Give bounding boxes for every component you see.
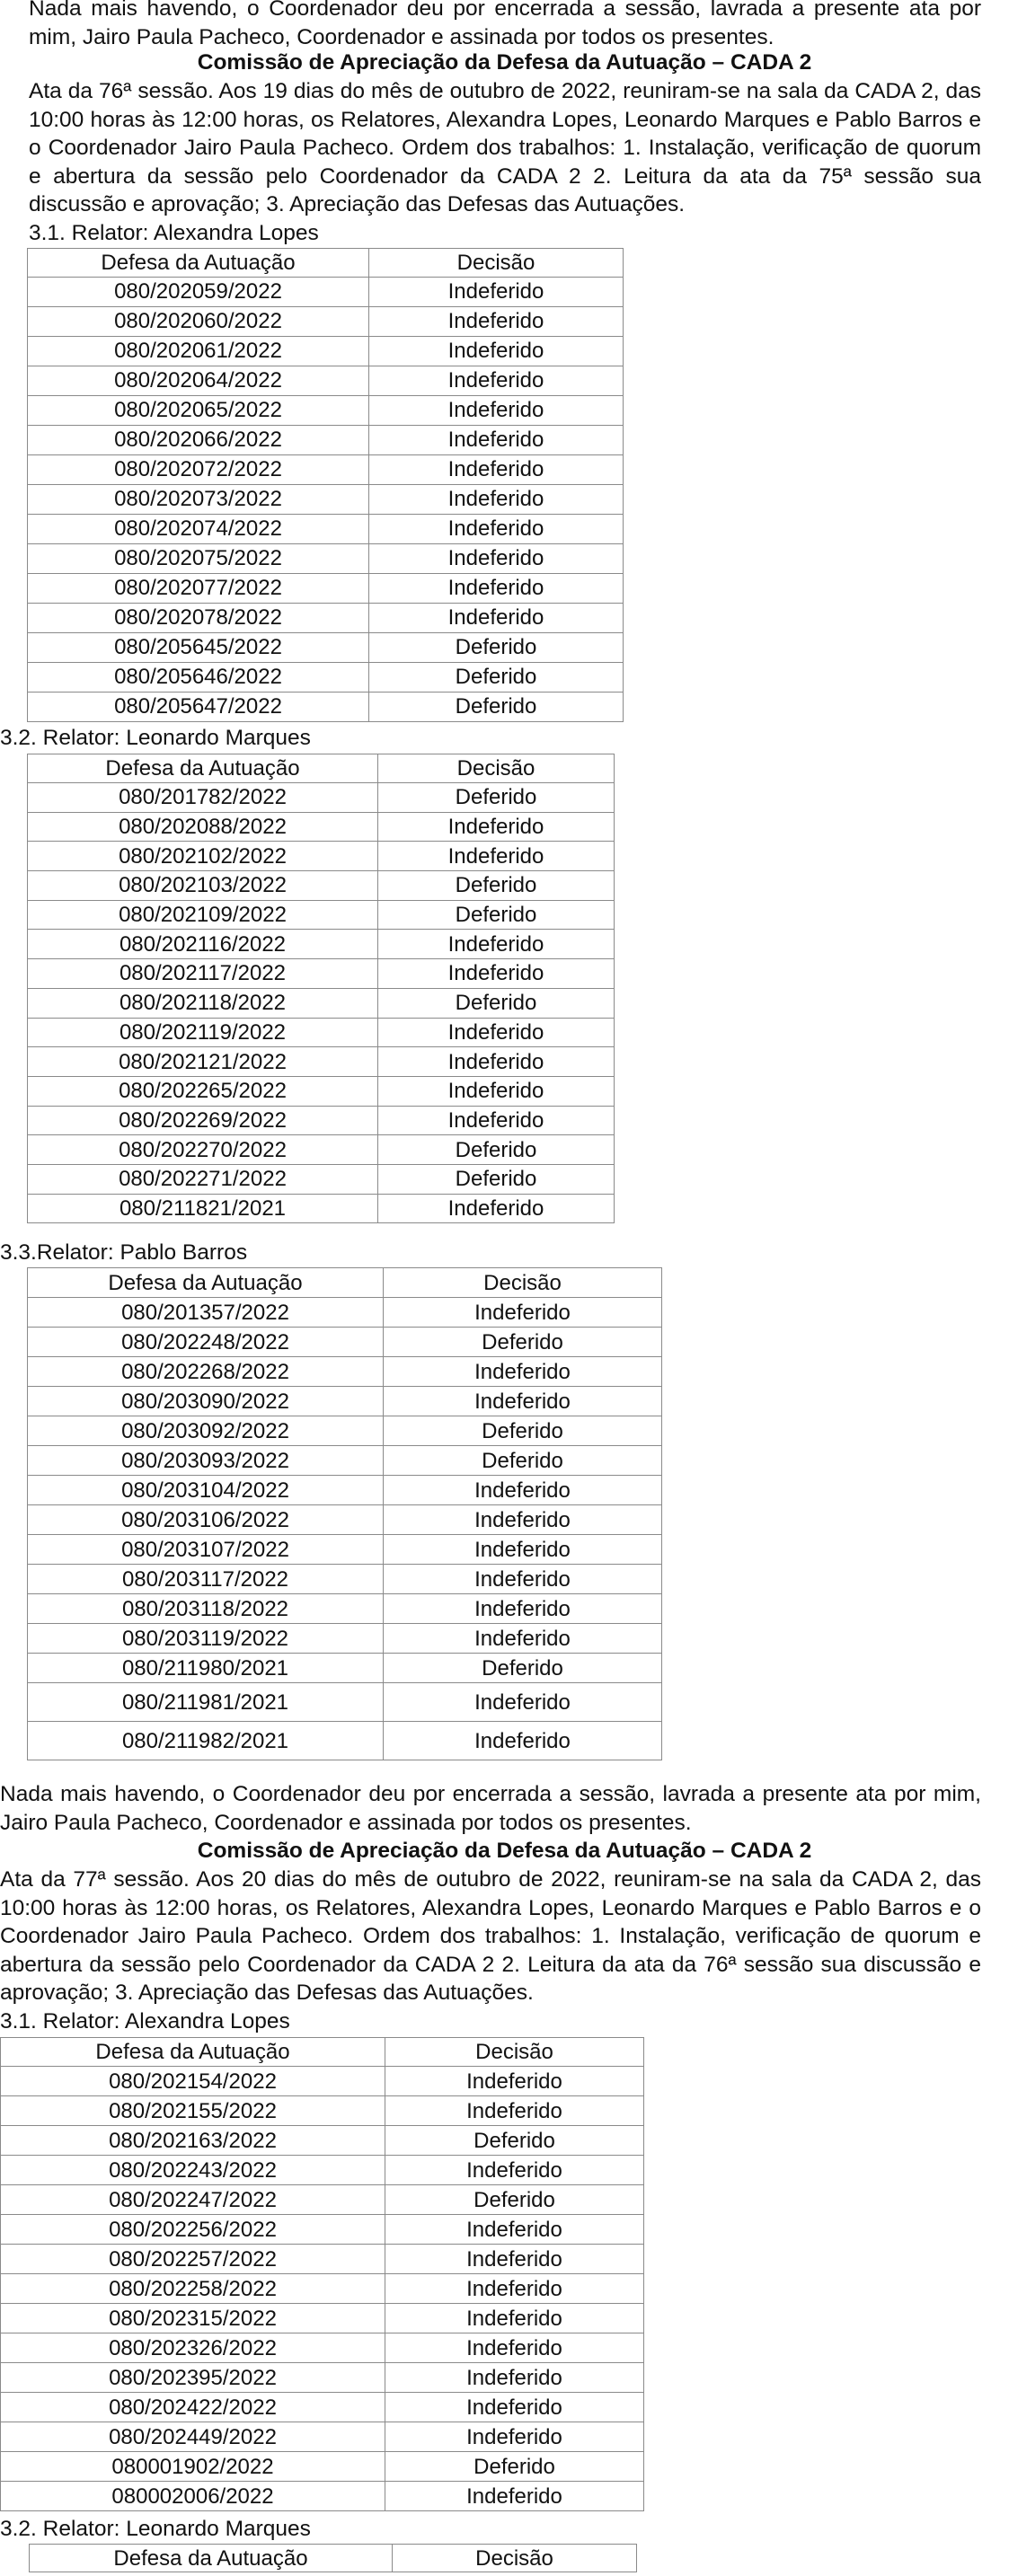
table-row	[28, 900, 615, 930]
defesa-cell: 080/202117/2022	[28, 959, 378, 989]
decisao-cell: Indeferido	[378, 842, 615, 871]
table-row	[28, 988, 615, 1018]
table-row	[28, 1416, 662, 1446]
decisao-cell: Indeferido	[385, 2245, 644, 2274]
table-row	[1, 2274, 644, 2304]
defesa-cell: 080/202257/2022	[1, 2245, 385, 2274]
decisao-cell: Indeferido	[384, 1476, 662, 1505]
defesa-cell: 080/202060/2022	[28, 306, 369, 336]
table-row	[28, 783, 615, 813]
closing-paragraph-middle: Nada mais havendo, o Coordenador deu por encerrada a sessão, lavrada a presente ata por mim, Jairo Paula Pacheco, Coordenador e assinada por todos os presentes.	[0, 1782, 981, 1835]
table-header-row	[28, 249, 624, 278]
decisao-cell: Indeferido	[385, 2156, 644, 2185]
defesa-cell: 080/205647/2022	[28, 692, 369, 721]
defesa-cell: 080/203106/2022	[28, 1505, 384, 1535]
defesa-cell: 080/202061/2022	[28, 336, 369, 366]
defesa-cell: 080/202066/2022	[28, 425, 369, 454]
defesa-cell: 080001902/2022	[1, 2452, 385, 2482]
decisao-cell: Indeferido	[384, 1624, 662, 1654]
column-header-decisao: Decisão	[384, 1268, 662, 1298]
table-77-alexandra	[0, 2037, 644, 2511]
relator-heading-leonardo-76: 3.2. Relator: Leonardo Marques	[0, 726, 311, 750]
session-title-76: Comissão de Apreciação da Defesa da Autuação – CADA 2	[197, 50, 812, 75]
decisao-cell: Indeferido	[369, 366, 624, 395]
table-row	[28, 277, 624, 306]
decisao-cell: Deferido	[378, 871, 615, 901]
table-row	[28, 1164, 615, 1194]
decisao-cell: Indeferido	[369, 514, 624, 543]
relator-heading-alexandra-76: 3.1. Relator: Alexandra Lopes	[29, 221, 319, 245]
decisao-cell: Indeferido	[385, 2067, 644, 2096]
table-row	[28, 812, 615, 842]
table-row	[28, 1446, 662, 1476]
defesa-cell: 080/202119/2022	[28, 1018, 378, 1047]
table-row	[28, 454, 624, 484]
decisao-cell: Indeferido	[385, 2482, 644, 2511]
decisao-cell: Deferido	[384, 1654, 662, 1683]
table-row	[28, 1535, 662, 1565]
defesa-cell: 080/202270/2022	[28, 1135, 378, 1165]
defesa-cell: 080/202109/2022	[28, 900, 378, 930]
table-row	[1, 2363, 644, 2393]
decisao-cell: Indeferido	[385, 2304, 644, 2333]
decisao-cell: Deferido	[385, 2452, 644, 2482]
session-title-77: Comissão de Apreciação da Defesa da Autuação – CADA 2	[197, 1839, 812, 1863]
decisao-cell: Indeferido	[369, 543, 624, 573]
decisao-cell: Deferido	[378, 1164, 615, 1194]
table-row	[28, 930, 615, 959]
table-row	[28, 662, 624, 692]
table-row	[28, 484, 624, 514]
table-row	[28, 1476, 662, 1505]
decisao-cell: Indeferido	[369, 484, 624, 514]
defesa-cell: 080/202121/2022	[28, 1047, 378, 1077]
defesa-cell: 080/202155/2022	[1, 2096, 385, 2126]
table-header-row	[28, 1268, 662, 1298]
decisao-cell: Deferido	[378, 988, 615, 1018]
decisao-cell: Indeferido	[378, 1194, 615, 1223]
decisao-cell: Deferido	[378, 900, 615, 930]
table-row	[1, 2393, 644, 2422]
column-header-decisao: Decisão	[378, 754, 615, 783]
table-76-leonardo	[27, 754, 615, 1223]
defesa-cell: 080/202059/2022	[28, 277, 369, 306]
table-row	[28, 1565, 662, 1594]
defesa-cell: 080/211821/2021	[28, 1194, 378, 1223]
table-row	[1, 2333, 644, 2363]
defesa-cell: 080/205645/2022	[28, 632, 369, 662]
defesa-cell: 080/202078/2022	[28, 603, 369, 632]
defesa-cell: 080/203117/2022	[28, 1565, 384, 1594]
table-row	[28, 959, 615, 989]
relator-heading-leonardo-77: 3.2. Relator: Leonardo Marques	[0, 2517, 311, 2541]
decisao-cell: Indeferido	[385, 2096, 644, 2126]
decisao-cell: Indeferido	[384, 1722, 662, 1760]
decisao-cell: Deferido	[385, 2185, 644, 2215]
defesa-cell: 080/203090/2022	[28, 1387, 384, 1416]
defesa-cell: 080/203093/2022	[28, 1446, 384, 1476]
table-row	[28, 395, 624, 425]
decisao-cell: Indeferido	[384, 1565, 662, 1594]
session-77-intro: Ata da 77ª sessão. Aos 20 dias do mês de outubro de 2022, reuniram-se na sala da CADA 2, das 10:00 horas às 12:00 horas, os Relatores, Alexandra Lopes, Leonardo Marques e Pablo Barros e o Coordenador Jairo Paula Pacheco. Ordem dos trabalhos: 1. Instalação, verificação de quorum e abertura da sessão pelo Coordenador da CADA 2 2. Leitura da ata da 76ª sessão sua discussão e aprovação; 3. Apreciação das Defesas das Autuações.	[0, 1867, 981, 2005]
decisao-cell: Indeferido	[385, 2422, 644, 2452]
defesa-cell: 080/211981/2021	[28, 1683, 384, 1722]
defesa-cell: 080/202269/2022	[28, 1106, 378, 1135]
decisao-cell: Indeferido	[378, 812, 615, 842]
decisao-cell: Indeferido	[384, 1505, 662, 1535]
decisao-cell: Deferido	[369, 662, 624, 692]
table-76-alexandra	[27, 248, 624, 722]
decisao-cell: Indeferido	[369, 573, 624, 603]
defesa-cell: 080/202326/2022	[1, 2333, 385, 2363]
defesa-cell: 080/202422/2022	[1, 2393, 385, 2422]
defesa-cell: 080/202163/2022	[1, 2126, 385, 2156]
table-row	[1, 2245, 644, 2274]
decisao-cell: Indeferido	[369, 425, 624, 454]
table-row	[1, 2096, 644, 2126]
defesa-cell: 080/202118/2022	[28, 988, 378, 1018]
decisao-cell: Deferido	[369, 692, 624, 721]
decisao-cell: Indeferido	[385, 2274, 644, 2304]
decisao-cell: Indeferido	[384, 1387, 662, 1416]
defesa-cell: 080/202072/2022	[28, 454, 369, 484]
defesa-cell: 080/202103/2022	[28, 871, 378, 901]
decisao-cell: Indeferido	[378, 930, 615, 959]
defesa-cell: 080/202395/2022	[1, 2363, 385, 2393]
table-row	[28, 842, 615, 871]
decisao-cell: Indeferido	[369, 603, 624, 632]
table-row	[28, 1076, 615, 1106]
table-row	[28, 1135, 615, 1165]
defesa-cell: 080/202449/2022	[1, 2422, 385, 2452]
table-row	[28, 1298, 662, 1328]
column-header-defesa: Defesa da Autuação	[28, 1268, 384, 1298]
table-row	[28, 514, 624, 543]
decisao-cell: Indeferido	[385, 2333, 644, 2363]
table-row	[1, 2482, 644, 2511]
decisao-cell: Indeferido	[384, 1298, 662, 1328]
table-row	[28, 1683, 662, 1722]
defesa-cell: 080/203119/2022	[28, 1624, 384, 1654]
decisao-cell: Indeferido	[384, 1683, 662, 1722]
table-76-pablo	[27, 1267, 662, 1760]
table-row	[28, 1106, 615, 1135]
decisao-cell: Indeferido	[384, 1535, 662, 1565]
defesa-cell: 080/202247/2022	[1, 2185, 385, 2215]
defesa-cell: 080002006/2022	[1, 2482, 385, 2511]
decisao-cell: Indeferido	[369, 336, 624, 366]
table-row	[28, 336, 624, 366]
defesa-cell: 080/202248/2022	[28, 1328, 384, 1357]
closing-paragraph-top: Nada mais havendo, o Coordenador deu por encerrada a sessão, lavrada a presente ata por mim, Jairo Paula Pacheco, Coordenador e assinada por todos os presentes.	[29, 0, 981, 49]
table-77-leonardo-header	[29, 2544, 637, 2572]
defesa-cell: 080/203107/2022	[28, 1535, 384, 1565]
defesa-cell: 080/211982/2021	[28, 1722, 384, 1760]
defesa-cell: 080/201357/2022	[28, 1298, 384, 1328]
decisao-cell: Indeferido	[378, 1018, 615, 1047]
table-row	[28, 1624, 662, 1654]
defesa-cell: 080/205646/2022	[28, 662, 369, 692]
defesa-cell: 080/203118/2022	[28, 1594, 384, 1624]
defesa-cell: 080/202102/2022	[28, 842, 378, 871]
decisao-cell: Indeferido	[385, 2393, 644, 2422]
defesa-cell: 080/202075/2022	[28, 543, 369, 573]
table-row	[1, 2126, 644, 2156]
table-row	[28, 1594, 662, 1624]
defesa-cell: 080/202315/2022	[1, 2304, 385, 2333]
decisao-cell: Deferido	[384, 1328, 662, 1357]
column-header-defesa: Defesa da Autuação	[30, 2545, 393, 2572]
table-row	[28, 1722, 662, 1760]
decisao-cell: Indeferido	[378, 1076, 615, 1106]
defesa-cell: 080/202258/2022	[1, 2274, 385, 2304]
decisao-cell: Indeferido	[369, 277, 624, 306]
table-row	[28, 603, 624, 632]
defesa-cell: 080/202243/2022	[1, 2156, 385, 2185]
decisao-cell: Indeferido	[378, 1106, 615, 1135]
table-row	[1, 2185, 644, 2215]
table-row	[28, 692, 624, 721]
table-row	[28, 632, 624, 662]
decisao-cell: Indeferido	[384, 1357, 662, 1387]
column-header-decisao: Decisão	[385, 2038, 644, 2067]
column-header-defesa: Defesa da Autuação	[28, 754, 378, 783]
decisao-cell: Deferido	[378, 783, 615, 813]
table-row	[28, 1505, 662, 1535]
defesa-cell: 080/202256/2022	[1, 2215, 385, 2245]
table-header-row	[28, 754, 615, 783]
table-row	[1, 2304, 644, 2333]
column-header-decisao: Decisão	[393, 2545, 637, 2572]
table-header-row	[1, 2038, 644, 2067]
decisao-cell: Deferido	[369, 632, 624, 662]
decisao-cell: Deferido	[384, 1446, 662, 1476]
table-row	[28, 425, 624, 454]
defesa-cell: 080/202154/2022	[1, 2067, 385, 2096]
defesa-cell: 080/202064/2022	[28, 366, 369, 395]
table-row	[1, 2215, 644, 2245]
relator-heading-alexandra-77: 3.1. Relator: Alexandra Lopes	[0, 2009, 290, 2033]
defesa-cell: 080/203092/2022	[28, 1416, 384, 1446]
defesa-cell: 080/202088/2022	[28, 812, 378, 842]
decisao-cell: Indeferido	[385, 2215, 644, 2245]
defesa-cell: 080/211980/2021	[28, 1654, 384, 1683]
table-row	[28, 366, 624, 395]
decisao-cell: Deferido	[385, 2126, 644, 2156]
defesa-cell: 080/203104/2022	[28, 1476, 384, 1505]
table-row	[28, 1357, 662, 1387]
decisao-cell: Indeferido	[384, 1594, 662, 1624]
table-row	[28, 1654, 662, 1683]
defesa-cell: 080/202265/2022	[28, 1076, 378, 1106]
table-row	[28, 573, 624, 603]
table-row	[1, 2067, 644, 2096]
table-row	[28, 871, 615, 901]
table-row	[28, 1194, 615, 1223]
decisao-cell: Deferido	[384, 1416, 662, 1446]
table-header-row	[30, 2545, 637, 2572]
defesa-cell: 080/202077/2022	[28, 573, 369, 603]
defesa-cell: 080/202065/2022	[28, 395, 369, 425]
column-header-defesa: Defesa da Autuação	[1, 2038, 385, 2067]
session-76-intro: Ata da 76ª sessão. Aos 19 dias do mês de outubro de 2022, reuniram-se na sala da CADA 2, das 10:00 horas às 12:00 horas, os Relatores, Alexandra Lopes, Leonardo Marques e Pablo Barros e o Coordenador Jairo Paula Pacheco. Ordem dos trabalhos: 1. Instalação, verificação de quorum e abertura da sessão pelo Coordenador da CADA 2 2. Leitura da ata da 75ª sessão sua discussão e aprovação; 3. Apreciação das Defesas das Autuações.	[29, 79, 981, 216]
decisao-cell: Indeferido	[378, 959, 615, 989]
column-header-defesa: Defesa da Autuação	[28, 249, 369, 278]
decisao-cell: Deferido	[378, 1135, 615, 1165]
defesa-cell: 080/202074/2022	[28, 514, 369, 543]
table-row	[28, 1018, 615, 1047]
table-row	[28, 543, 624, 573]
decisao-cell: Indeferido	[385, 2363, 644, 2393]
column-header-decisao: Decisão	[369, 249, 624, 278]
table-row	[28, 1387, 662, 1416]
table-row	[28, 306, 624, 336]
relator-heading-pablo-76: 3.3.Relator: Pablo Barros	[0, 1240, 248, 1265]
table-row	[28, 1047, 615, 1077]
defesa-cell: 080/202116/2022	[28, 930, 378, 959]
table-row	[1, 2452, 644, 2482]
decisao-cell: Indeferido	[369, 454, 624, 484]
defesa-cell: 080/202073/2022	[28, 484, 369, 514]
defesa-cell: 080/202268/2022	[28, 1357, 384, 1387]
table-row	[1, 2156, 644, 2185]
decisao-cell: Indeferido	[369, 306, 624, 336]
decisao-cell: Indeferido	[378, 1047, 615, 1077]
decisao-cell: Indeferido	[369, 395, 624, 425]
defesa-cell: 080/202271/2022	[28, 1164, 378, 1194]
table-row	[28, 1328, 662, 1357]
table-row	[1, 2422, 644, 2452]
defesa-cell: 080/201782/2022	[28, 783, 378, 813]
